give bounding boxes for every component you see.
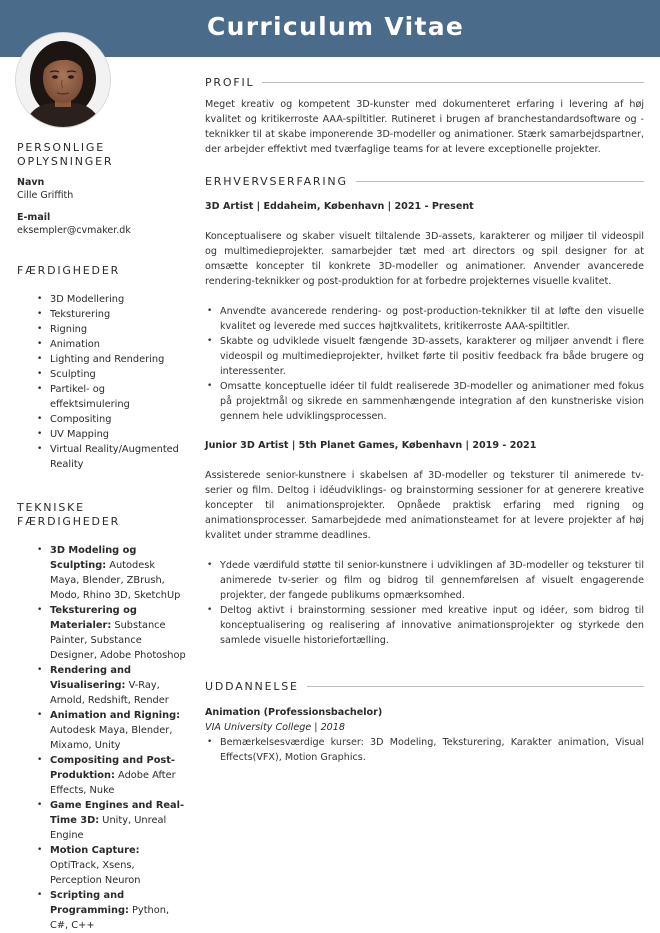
technical-skill-item [17,603,187,663]
job-bullets [205,558,644,648]
technical-skill-item [17,543,187,603]
section-divider [307,686,644,687]
technical-skill-item [17,663,187,708]
technical-skill-value: Python, C#, C++ [50,905,170,931]
job-bullets [205,304,644,424]
technical-skill-label: Compositing and Post-Produktion: [50,755,176,781]
job-summary: Assisterede senior-kunstnere i skabelsen af 3D-modeller og teksturer til animerede tv-serier og film. Deltog i idéudviklings- og brainstorming sessioner for at generere kreative koncepter til animationsprojekter. Opnåede praktisk erfaring med rigning og animationsprocesser. Samarbejdede med animationsteamet for at levere projekter af høj kvalitet under stramme deadlines. [205,470,644,541]
profile-header [205,76,644,89]
personal-info-heading-line2: OPLYSNINGER [17,155,114,168]
job-bullet: • Anvendte avancerede rendering- og post-production-teknikker til at løfte den visuelle kvalitet og leverede med succes højtkvalitets, kritikerroste AAA-spiltitler. [205,304,644,334]
technical-skill-label: Rendering and Visualisering: [50,665,132,691]
technical-skill-value: Adobe After Effects, Nuke [50,770,176,796]
skills-heading: FÆRDIGHEDER [17,264,121,277]
technical-skill-label: Animation and Rigning: [50,710,181,721]
section-divider [262,82,644,83]
education-header [205,680,644,693]
job-bullet: • Skabte og udviklede visuelt fængende 3D-assets, karakterer og miljøer anvendt i flere videospil og multimedieprojekter, hvilket førte til positiv feedback fra både brugere og interessenter. [205,334,644,379]
personal-info-section [17,141,187,237]
technical-skills-heading: TEKNISKE FÆRDIGHEDER [17,501,121,528]
email-value: eksempler@cvmaker.dk [17,225,131,236]
education-degree: Animation (Professionsbachelor) [205,707,383,718]
main-content [205,76,644,765]
section-divider [356,181,644,182]
experience-heading: ERHVERVSERFARING [205,175,348,188]
technical-skill-label: Scripting and Programming: [50,890,129,916]
education-section [205,680,644,765]
technical-skill-item [17,753,187,798]
sidebar [17,141,187,933]
profile-section [205,76,644,157]
profile-text: Meget kreativ og kompetent 3D-kunster med dokumenteret erfaring i levering af høj kvalitet og kritikerroste AAA-spiltitler. Rutineret i brugen af branchestandardsoftware og -teknikker til at skabe imponerende 3D-modeller og animationer. Stærk samarbejdspartner, der arbejder effektivt med tværfaglige teams for at levere exceptionelle projekter. [205,99,644,155]
email-label: E-mail [17,212,51,223]
skill-item: • Sculpting [17,367,187,382]
skills-list [17,292,187,472]
technical-skill-label: Teksturering og Materialer: [50,605,137,631]
technical-skill-value: Substance Painter, Substance Designer, Adobe Photoshop [50,620,186,661]
name-label: Navn [17,177,45,188]
technical-skills-list [17,543,187,933]
experience-header [205,175,644,188]
skills-section [17,264,187,472]
job-summary: Konceptualisere og skaber visuelt tiltalende 3D-assets, karakterer og miljøer til videospil og multimedieprojekter. samarbejder tæt med art directors og spil designer for at omsætte koncepter til konkrete 3D-modeller og animationer. Anvender avancerede rendering-teknikker og post-produktion for at forbedre projekternes visuelle kvalitet. [205,231,644,287]
personal-info-heading-line1: PERSONLIGE [17,141,105,154]
skill-item: • 3D Modellering [17,292,187,307]
job-title: Junior 3D Artist | 5th Planet Games, København | 2019 - 2021 [205,440,537,451]
technical-skill-value: OptiTrack, Xsens, Perception Neuron [50,860,141,886]
profile-photo [16,33,110,127]
technical-skill-value: Autodesk Maya, Blender, Mixamo, Unity [50,725,173,751]
skill-item: • Lighting and Rendering [17,352,187,367]
technical-skill-label: Game Engines and Real-Time 3D: [50,800,185,826]
technical-skill-label: Motion Capture: [50,845,140,856]
technical-skills-section [17,501,187,933]
experience-section [205,175,644,648]
technical-skill-value: Unity, Unreal Engine [50,815,167,841]
job-bullet: • Deltog aktivt i brainstorming sessioner med kreative input og idéer, som bidrog til konceptualisering og realisering af innovative animationsprojekter og styrkede den samlede visuelle historiefortælling. [205,603,644,648]
technical-skill-item [17,708,187,753]
education-school: VIA University College | 2018 [205,722,345,733]
technical-skill-item [17,888,187,933]
skill-item: • Animation [17,337,187,352]
education-heading: UDDANNELSE [205,680,299,693]
job-bullet: • Ydede værdifuld støtte til senior-kunstnere i udviklingen af 3D-modeller og teksturer til animerede tv-serier og film og bidrog til gennemførelsen af visuelt engagerende projekter, der fangede publikums opmærksomhed. [205,558,644,603]
job-title: 3D Artist | Eddaheim, København | 2021 - Present [205,201,474,212]
profile-heading: PROFIL [205,76,255,89]
skill-item: • Partikel- og effektsimulering [17,382,187,412]
technical-skill-label: 3D Modeling og Sculpting: [50,545,137,571]
education-bullet: • Bemærkelsesværdige kurser: 3D Modeling, Teksturering, Karakter animation, Visual Effects(VFX), Motion Graphics. [205,735,644,765]
page-title: Curriculum Vitae [207,12,465,41]
job-bullet: • Omsatte konceptuelle idéer til fuldt realiserede 3D-modeller og animationer med fokus på projektmål og sikrede en sammenhængende integration af den kunstneriske vision gennem hele udviklingsprocessen. [205,379,644,424]
skill-item: • Virtual Reality/Augmented Reality [17,442,187,472]
skill-item: • UV Mapping [17,427,187,442]
education-bullets [205,735,644,765]
technical-skill-value: Autodesk Maya, Blender, ZBrush, Modo, Rhino 3D, SketchUp [50,560,181,601]
technical-skill-item [17,798,187,843]
skill-item: • Rigning [17,322,187,337]
name-value: Cille Griffith [17,190,74,201]
technical-skill-item [17,843,187,888]
skill-item: • Compositing [17,412,187,427]
technical-skill-value: V-Ray, Arnold, Redshift, Render [50,680,169,706]
skill-item: • Teksturering [17,307,187,322]
